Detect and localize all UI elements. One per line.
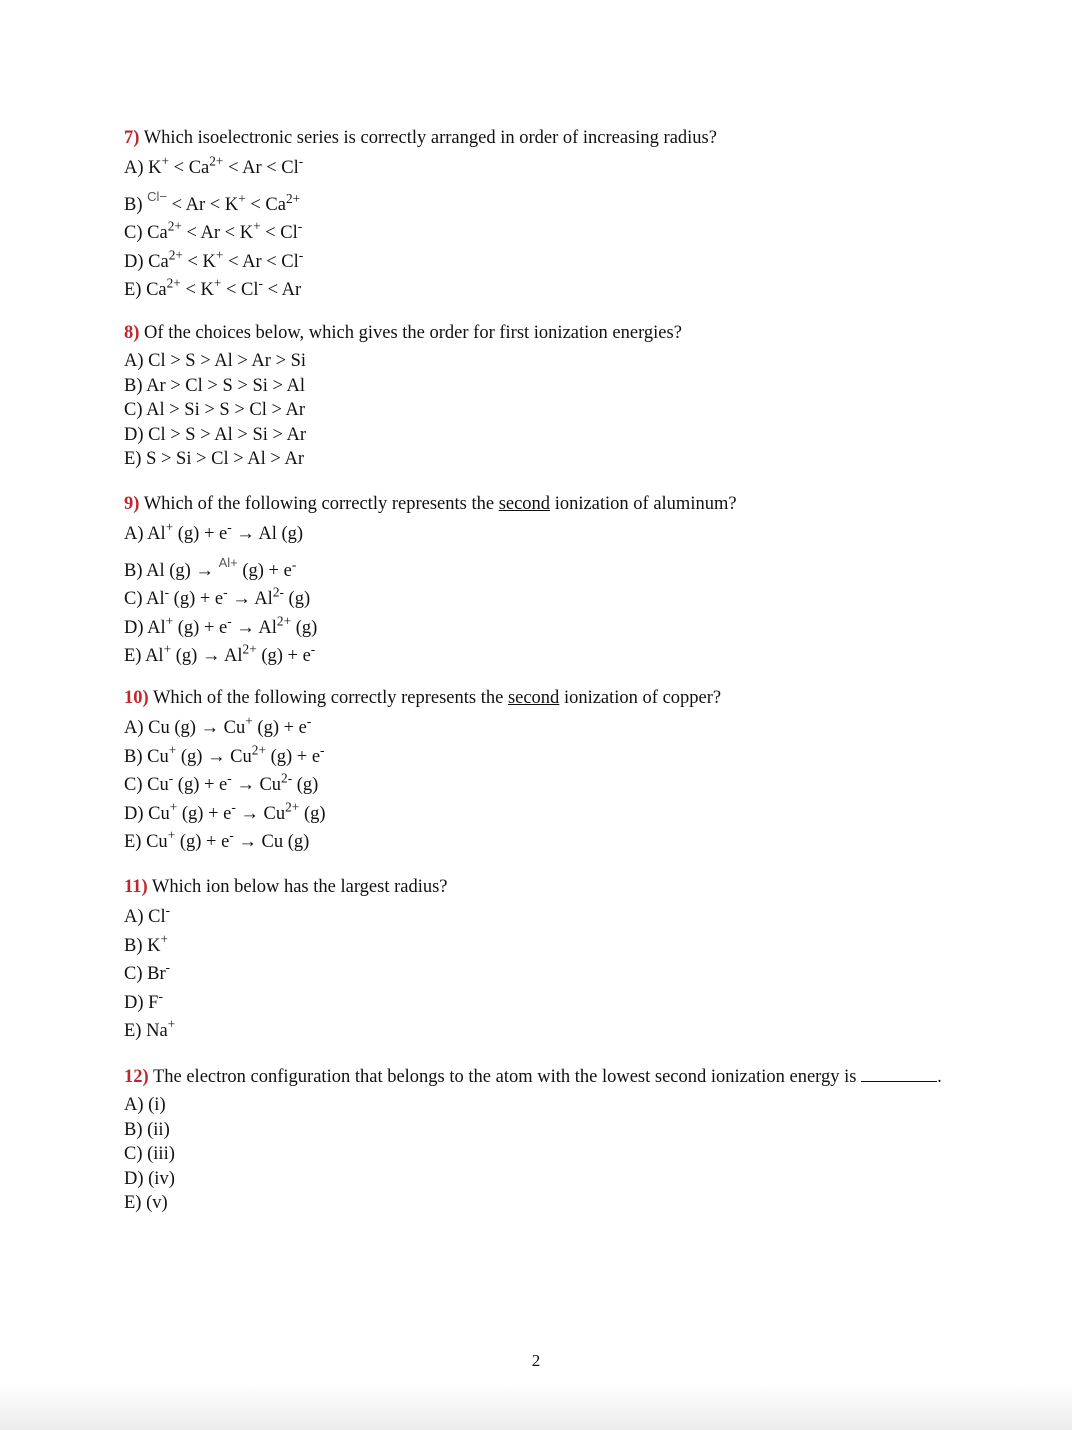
text-run: ionization of aluminum? [550, 494, 737, 514]
text-run: (g) + e [177, 803, 232, 824]
underlined-text: second [507, 688, 560, 708]
answer-options [124, 903, 448, 1046]
superscript-charge: + [215, 247, 224, 263]
superscript-charge: - [310, 641, 316, 657]
answer-option-c [124, 398, 682, 423]
page-number: 2 [531, 1351, 541, 1370]
raised-ion-label: Al+ [218, 554, 238, 570]
answer-options [124, 154, 717, 305]
question-text: Which isoelectronic series is correctly arranged in order of increasing radius? [139, 128, 717, 148]
text-run: B) Al (g) → [124, 560, 219, 581]
question-8 [124, 321, 682, 472]
text-run: (g) + e [252, 718, 307, 738]
text-run: → Cu (g) [233, 832, 310, 852]
text-run: ionization of copper? [559, 688, 722, 708]
superscript-charge: 2- [281, 770, 293, 786]
question-text-end: . [937, 1067, 942, 1087]
answer-option-d [124, 423, 682, 448]
text-run: E) Ca [124, 280, 167, 301]
text-run: < Ar < K [167, 194, 239, 215]
text-run: → Cu [231, 775, 282, 795]
superscript-charge: 2- [272, 584, 284, 600]
text-run: B) K [124, 935, 161, 956]
text-run: E) S > Si > Cl > Al > Ar [124, 449, 304, 469]
text-run: < Ar < Cl [223, 251, 299, 272]
text-run: D) (iv) [124, 1168, 175, 1189]
question-stem [124, 686, 721, 710]
superscript-charge: 2+ [242, 641, 257, 657]
text-run: (g) → Cu [176, 746, 252, 767]
question-text: Of the choices below, which gives the order for first ionization energies? [139, 323, 682, 343]
text-run: D) Al [124, 617, 166, 638]
text-run: < K [180, 280, 214, 301]
text-run: C) (iii) [124, 1144, 175, 1164]
answer-options [124, 349, 682, 472]
superscript-charge: - [227, 613, 232, 629]
text-run: D) Ca [124, 251, 169, 272]
superscript-charge: - [297, 218, 303, 234]
answer-option-c [124, 219, 717, 248]
text-run: < Ar < Cl [223, 158, 299, 178]
question-text: The electron configuration that belongs to the atom with the lowest second ionization energy is [148, 1067, 862, 1087]
superscript-charge: 2+ [168, 247, 183, 263]
text-run: → Al (g) [231, 524, 304, 544]
question-12 [124, 1065, 942, 1216]
superscript-charge: 2+ [166, 275, 181, 291]
answer-option-a [124, 714, 721, 743]
answer-option-a [124, 349, 682, 374]
superscript-charge: - [223, 584, 228, 600]
question-stem [124, 492, 737, 516]
answer-option-a [124, 154, 717, 183]
text-run: < Cl [221, 280, 259, 301]
superscript-charge: + [168, 742, 177, 758]
underlined-text: second [498, 494, 551, 514]
answer-option-b [124, 374, 682, 399]
superscript-charge: 2+ [285, 190, 301, 206]
answer-options [124, 714, 721, 857]
answer-option-c [124, 1142, 942, 1167]
answer-option-b [124, 743, 721, 772]
text-run: A) Cl > S > Al > Ar > Si [124, 351, 307, 371]
text-run: C) Br [124, 964, 166, 984]
answer-option-c [124, 585, 737, 614]
text-run: A) Cu (g) → Cu [124, 718, 246, 738]
superscript-charge: - [227, 770, 232, 786]
superscript-charge: - [227, 519, 232, 535]
text-run: (g) + e [173, 775, 228, 795]
text-run: A) Cl [124, 907, 166, 927]
superscript-charge: + [253, 218, 261, 234]
text-run: (g) [283, 589, 311, 610]
superscript-charge: 2+ [276, 613, 292, 629]
text-run: E) (v) [124, 1193, 168, 1213]
superscript-charge: + [167, 1016, 176, 1032]
question-10 [124, 686, 721, 857]
text-run: B) [124, 194, 148, 215]
superscript-charge: + [165, 613, 174, 629]
answer-option-e [124, 276, 717, 305]
text-run: (g) + e [169, 589, 224, 610]
text-run: (g) + e [173, 524, 228, 544]
text-run: C) Cu [124, 775, 169, 795]
text-run: < Ar [262, 280, 302, 301]
text-run: < Cl [260, 223, 298, 244]
text-run: A) K [124, 158, 162, 178]
text-run: B) (ii) [124, 1119, 170, 1140]
superscript-charge: + [245, 713, 253, 729]
superscript-charge: - [168, 770, 174, 786]
text-run: C) Al > Si > S > Cl > Ar [124, 400, 306, 420]
question-text [139, 494, 736, 514]
answer-blank [861, 1065, 937, 1082]
answer-option-d [124, 800, 721, 829]
text-run: D) Cl > S > Al > Si > Ar [124, 424, 307, 445]
answer-option-c [124, 771, 721, 800]
answer-option-e [124, 1191, 942, 1216]
text-run: B) Cu [124, 746, 169, 767]
superscript-charge: + [161, 153, 170, 169]
superscript-charge: 2+ [209, 153, 224, 169]
answer-option-e [124, 642, 737, 671]
text-run: < K [182, 251, 216, 272]
superscript-charge: + [160, 931, 169, 947]
text-run: Which of the following correctly represents the [139, 494, 499, 514]
question-stem [124, 126, 717, 150]
text-run: → Al [227, 589, 273, 610]
answer-options [124, 1093, 942, 1216]
superscript-charge: 2+ [167, 218, 182, 234]
superscript-charge: - [231, 799, 236, 815]
question-stem [124, 875, 448, 899]
superscript-charge: - [298, 153, 304, 169]
text-run: < Ca [169, 158, 210, 178]
superscript-charge: - [320, 742, 325, 758]
text-run: Which of the following correctly represents the [148, 688, 508, 708]
text-run: A) (i) [124, 1095, 166, 1115]
text-run: D) F [124, 992, 159, 1013]
answer-option-c [124, 960, 448, 989]
question-11 [124, 875, 448, 1046]
text-run: (g) + e [173, 617, 228, 638]
text-run: E) Cu [124, 832, 168, 852]
answer-option-b [124, 1118, 942, 1143]
superscript-charge: 2+ [285, 799, 300, 815]
raised-ion-label: Cl− [147, 188, 167, 204]
text-run: C) Ca [124, 223, 168, 244]
text-run: A) Al [124, 524, 166, 544]
text-run: (g) + e [237, 560, 292, 581]
question-number: 11) [124, 877, 148, 897]
text-run: E) Al [124, 646, 164, 667]
answer-option-e [124, 828, 721, 857]
question-number: 9) [124, 494, 140, 514]
text-run: C) Al [124, 589, 165, 610]
answer-option-d [124, 989, 448, 1018]
question-number: 10) [124, 688, 149, 708]
answer-option-b [124, 183, 717, 220]
answer-option-e [124, 1017, 448, 1046]
question-number: 7) [124, 128, 140, 148]
text-run: (g) + e [265, 746, 321, 767]
text-run: B) Ar > Cl > S > Si > Al [124, 375, 306, 396]
superscript-charge: - [158, 988, 163, 1004]
question-number: 12) [124, 1067, 149, 1087]
page-bottom-shadow [0, 1384, 1072, 1430]
text-run: E) Na [124, 1021, 168, 1041]
text-run: (g) + e [175, 832, 230, 852]
text-run: (g) [299, 803, 326, 824]
question-stem [124, 321, 682, 345]
question-text [149, 688, 721, 708]
superscript-charge: - [164, 584, 170, 600]
question-9 [124, 492, 737, 671]
superscript-charge: + [163, 641, 172, 657]
text-run: (g) [292, 775, 319, 795]
text-run: < Ca [245, 194, 286, 215]
text-run: (g) + e [256, 646, 311, 667]
superscript-charge: + [167, 827, 176, 843]
answer-options [124, 520, 737, 671]
superscript-charge: - [165, 902, 171, 918]
superscript-charge: - [165, 959, 171, 975]
answer-option-b [124, 932, 448, 961]
superscript-charge: - [306, 713, 312, 729]
superscript-charge: + [165, 519, 174, 535]
question-number: 8) [124, 323, 140, 343]
answer-option-a [124, 903, 448, 932]
text-run: (g) → Al [171, 646, 243, 667]
text-run: → Al [231, 617, 277, 638]
superscript-charge: + [169, 799, 178, 815]
text-run: < Ar < K [181, 223, 254, 244]
superscript-charge: 2+ [251, 742, 266, 758]
text-run: (g) [291, 617, 318, 638]
answer-option-d [124, 614, 737, 643]
answer-option-a [124, 1093, 942, 1118]
text-run: D) Cu [124, 803, 170, 824]
superscript-charge: + [213, 275, 222, 291]
superscript-charge: - [291, 556, 297, 572]
superscript-charge: - [298, 247, 304, 263]
question-stem [124, 1065, 942, 1089]
question-7 [124, 126, 717, 305]
text-run: → Cu [235, 803, 286, 824]
answer-option-e [124, 447, 682, 472]
answer-option-b [124, 549, 737, 586]
superscript-charge: + [238, 190, 246, 206]
superscript-charge: - [258, 275, 263, 291]
superscript-charge: - [229, 827, 234, 843]
answer-option-d [124, 248, 717, 277]
question-text: Which ion below has the largest radius? [147, 877, 448, 897]
answer-option-a [124, 520, 737, 549]
answer-option-d [124, 1167, 942, 1192]
